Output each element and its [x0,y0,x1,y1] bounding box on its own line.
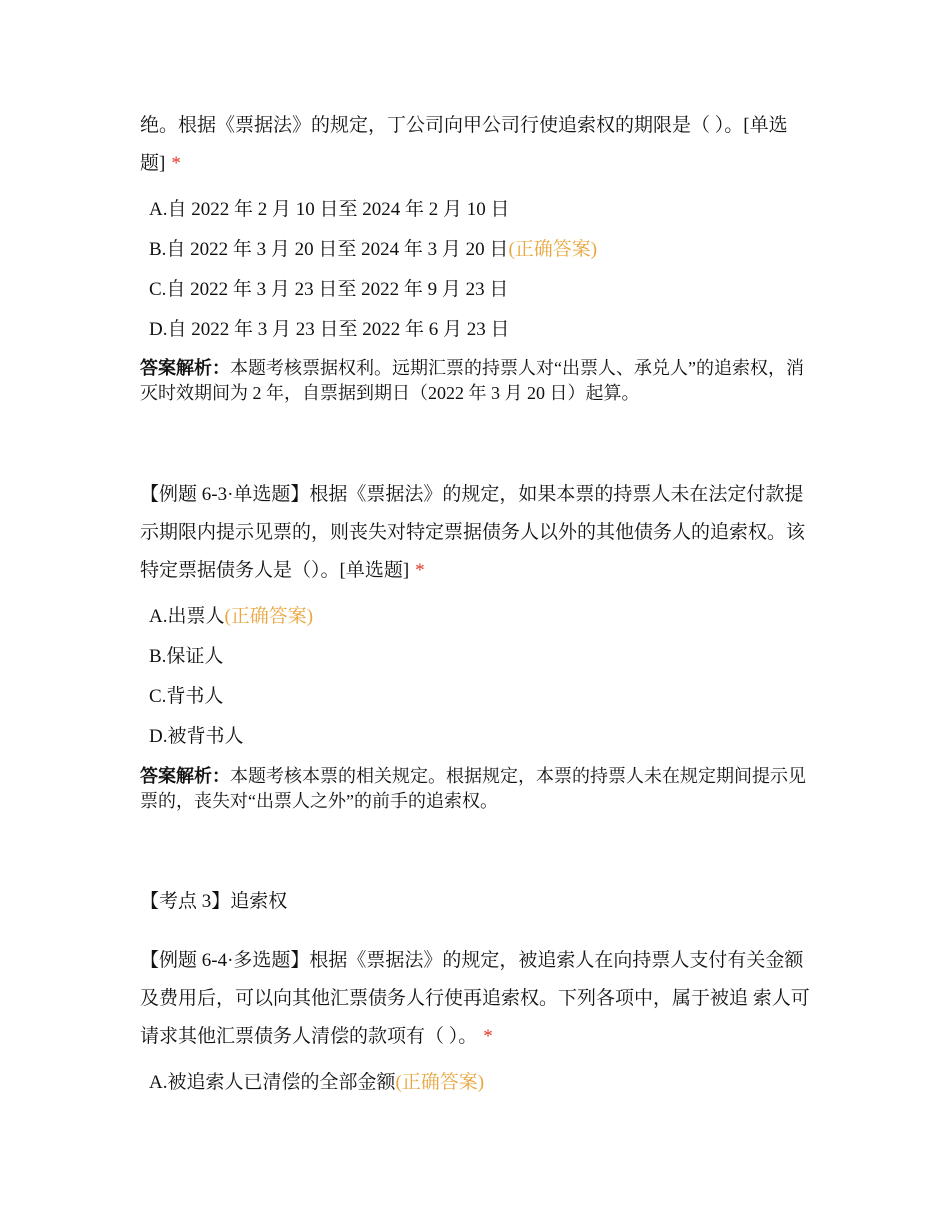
option-text: B.自 2022 年 3 月 20 日至 2024 年 3 月 20 日 [149,239,509,260]
q3-stem [140,942,820,1056]
q3-options [140,1063,820,1103]
option-text: A.自 2022 年 2 月 10 日至 2024 年 2 月 10 日 [149,199,510,220]
option-text: B.保证人 [149,646,224,667]
q1-option-c[interactable] [140,270,820,310]
q3-stem-text: 【例题 6-4·多选题】根据《票据法》的规定，被追索人在向持票人支付有关金额及费用后，可以向其他汇票债务人行使再追索权。下列各项中，属于被追 索人可请求其他汇票债务人清偿的款项有（ ）。 [140,950,810,1047]
q2-required-mark: * [415,560,425,581]
explanation-label: 答案解析： [140,766,230,786]
option-text: A.出票人 [149,606,225,627]
correct-answer-tag: (正确答案) [224,606,314,627]
section-heading: 【考点 3】追索权 [140,891,288,912]
option-text: D.被背书人 [149,726,244,747]
correct-answer-tag: (正确答案) [395,1072,485,1093]
explanation-text: 本题考核票据权利。远期汇票的持票人对“出票人、承兑人”的追索权，消灭时效期间为 2 年，自票据到期日（2022 年 3 月 20 日）起算。 [140,358,804,403]
option-text: C.背书人 [149,686,224,707]
q2-option-d[interactable] [140,717,820,757]
q2-option-b[interactable] [140,637,820,677]
q2-option-a[interactable] [140,597,820,637]
option-text: A.被追索人已清偿的全部金额 [149,1072,396,1093]
q1-option-b[interactable] [140,230,820,270]
option-text: C.自 2022 年 3 月 23 日至 2022 年 9 月 23 日 [149,279,509,300]
q2-options [140,597,820,757]
q1-stem [140,107,820,183]
q1-stem-text: 绝。根据《票据法》的规定，丁公司向甲公司行使追索权的期限是（ ）。[单选题] [140,115,788,174]
q2-explanation [140,764,820,814]
q3-option-a[interactable] [140,1063,820,1103]
q1-options [140,190,820,350]
q1-required-mark: * [171,153,181,174]
q1-option-a[interactable] [140,190,820,230]
q1-explanation [140,356,820,406]
q1-option-d[interactable] [140,310,820,350]
q2-option-c[interactable] [140,677,820,717]
q2-stem-text: 【例题 6-3·单选题】根据《票据法》的规定，如果本票的持票人未在法定付款提示期限内提示见票的，则丧失对特定票据债务人以外的其他债务人的追索权。该特定票据债务人是（）。[单选题] [140,484,806,581]
explanation-text: 本题考核本票的相关规定。根据规定，本票的持票人未在规定期间提示见票的，丧失对“出票人之外”的前手的追索权。 [140,766,806,811]
correct-answer-tag: (正确答案) [508,239,598,260]
q2-stem [140,476,820,590]
option-text: D.自 2022 年 3 月 23 日至 2022 年 6 月 23 日 [149,319,510,340]
q3-required-mark: * [483,1026,493,1047]
explanation-label: 答案解析： [140,358,230,378]
